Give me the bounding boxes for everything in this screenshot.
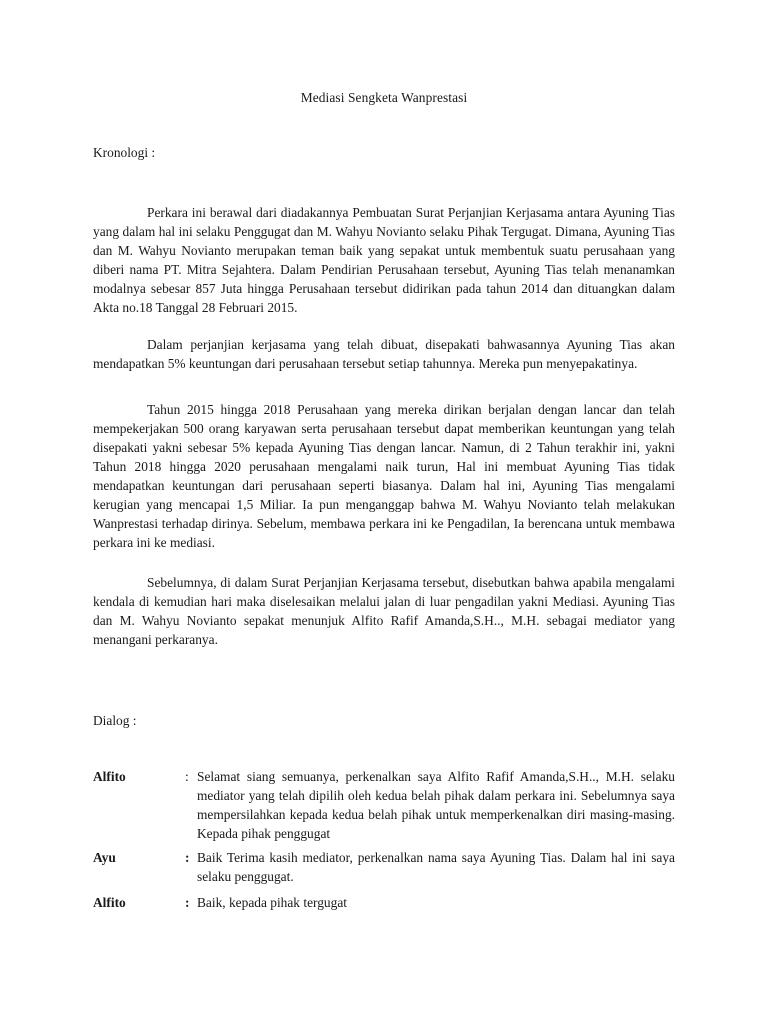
- paragraph-2: Dalam perjanjian kerjasama yang telah dibuat, disepakati bahwasannya Ayuning Tias akan mendapatkan 5% keuntungan dari perusahaan tersebut setiap tahunnya. Mereka pun menyepakatinya.: [93, 337, 675, 371]
- dialog-speaker: Ayu: [93, 850, 116, 865]
- dialog-text: Selamat siang semuanya, perkenalkan saya Alfito Rafif Amanda,S.H.., M.H. selaku mediator yang telah dipilih oleh kedua belah pihak dalam perkara ini. Sebelumnya saya mempersilahkan kepada kedua belah pihak untuk memperkenalkan diri masing-masing. Kepada pihak penggugat: [197, 769, 675, 841]
- document-page: [93, 0, 675, 1024]
- document-title: Mediasi Sengketa Wanprestasi: [300, 90, 468, 105]
- dialog-entry: [93, 893, 675, 912]
- dialog-entry: [93, 848, 675, 886]
- paragraph-1: Perkara ini berawal dari diadakannya Pembuatan Surat Perjanjian Kerjasama antara Ayuning Tias yang dalam hal ini selaku Penggugat dan M. Wahyu Novianto selaku Pihak Tergugat. Dimana, Ayuning Tias dan M. Wahyu Novianto merupakan teman baik yang sepakat untuk membentuk suatu perusahaan yang diberi nama PT. Mitra Sejahtera. Dalam Pendirian Perusahaan tersebut, Ayuning Tias telah menanamkan modalnya sebesar 857 Juta hingga Perusahaan tersebut didirikan pada tahun 2014 dan dituangkan dalam Akta no.18 Tanggal 28 Februari 2015.: [93, 205, 675, 315]
- dialog-colon: :: [185, 850, 190, 865]
- dialog-colon: :: [185, 895, 190, 910]
- dialog-speaker: Alfito: [93, 769, 126, 784]
- dialog-text: Baik, kepada pihak tergugat: [197, 895, 347, 910]
- paragraph-3: Tahun 2015 hingga 2018 Perusahaan yang mereka dirikan berjalan dengan lancar dan telah mempekerjakan 500 orang karyawan serta perusahaan tersebut dapat memberikan keuntungan yang telah disepakati yakni sebesar 5% kepada Ayuning Tias dengan lancar. Namun, di 2 Tahun terakhir ini, yakni Tahun 2018 hingga 2020 perusahaan mengalami naik turun, Hal ini membuat Ayuning Tias tidak mendapatkan keuntungan dari perusahaan seperti biasanya. Dalam hal ini, Ayuning Tias mengalami kerugian yang mencapai 1,5 Miliar. Ia pun menganggap bahwa M. Wahyu Novianto telah melakukan Wanprestasi terhadap dirinya. Sebelum, membawa perkara ini ke Pengadilan, Ia berencana untuk membawa perkara ini ke mediasi.: [93, 402, 675, 550]
- dialog-colon: :: [185, 769, 189, 784]
- paragraph-4: Sebelumnya, di dalam Surat Perjanjian Kerjasama tersebut, disebutkan bahwa apabila mengalami kendala di kemudian hari maka diselesaikan melalui jalan di luar pengadilan yakni Mediasi. Ayuning Tias dan M. Wahyu Novianto sepakat menunjuk Alfito Rafif Amanda,S.H.., M.H. sebagai mediator yang menangani perkaranya.: [93, 575, 675, 647]
- dialog-heading: Dialog :: [93, 713, 137, 728]
- dialog-speaker: Alfito: [93, 895, 126, 910]
- dialog-entry: [93, 767, 675, 843]
- dialog-text: Baik Terima kasih mediator, perkenalkan nama saya Ayuning Tias. Dalam hal ini saya selaku penggugat.: [197, 850, 675, 884]
- kronologi-heading: Kronologi :: [93, 145, 156, 160]
